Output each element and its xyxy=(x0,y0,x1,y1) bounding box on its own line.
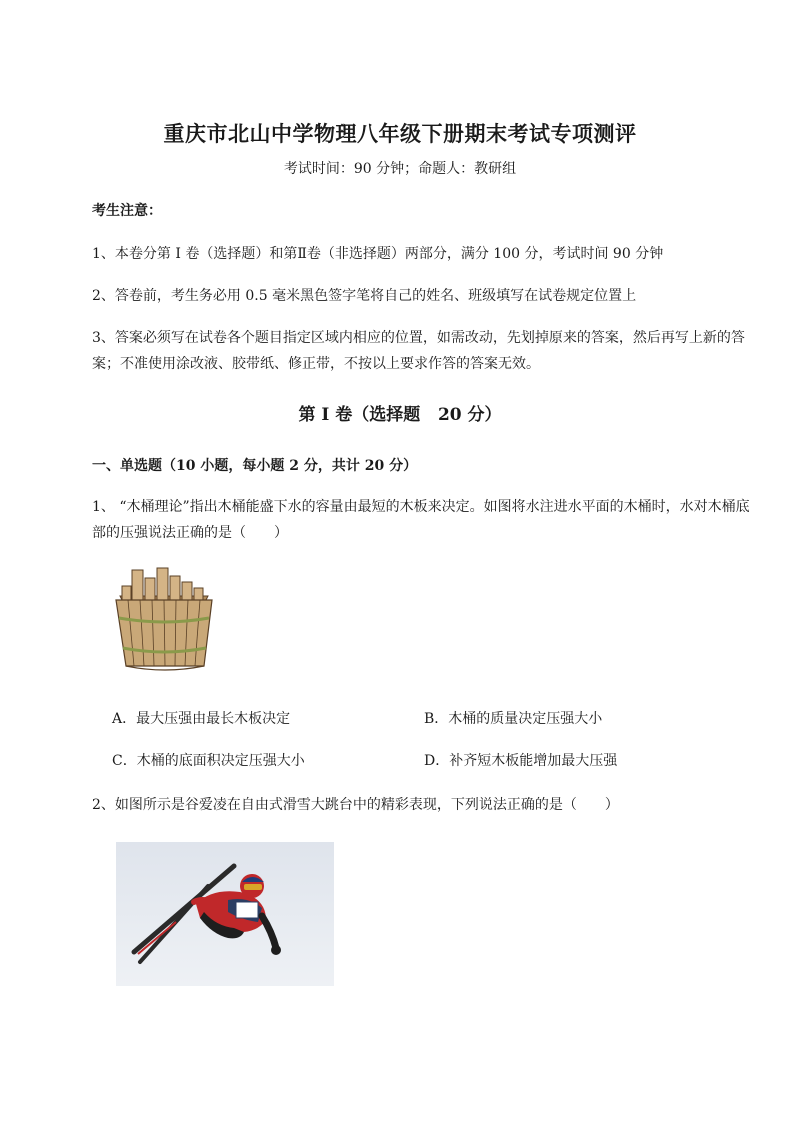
option-c: C．木桶的底面积决定压强大小 xyxy=(112,753,305,769)
question-2-stem: 2、如图所示是谷爱凌在自由式滑雪大跳台中的精彩表现，下列说法正确的是（ ） xyxy=(92,797,619,813)
page-title: 重庆市北山中学物理八年级下册期末考试专项测评 xyxy=(163,121,637,146)
freestyle-skier-figure xyxy=(116,842,334,986)
part-heading: 一、单选题（10 小题，每小题 2 分，共计 20 分） xyxy=(92,458,418,474)
wooden-bucket-figure xyxy=(112,566,216,674)
notice-heading: 考生注意： xyxy=(92,203,162,219)
notice-item-3: 3、答案必须写在试卷各个题目指定区域内相应的位置，如需改动，先划掉原来的答案，然后再写上新的答案；不准使用涂改液、胶带纸、修正带，不按以上要求作答的答案无效。 xyxy=(92,330,745,372)
question-1-stem: 1、 “木桶理论”指出木桶能盛下水的容量由最短的木板来决定。如图将水注进水平面的木桶时，水对木桶底部的压强说法正确的是（ ） xyxy=(92,499,750,541)
notice-item-1: 1、本卷分第 I 卷（选择题）和第Ⅱ卷（非选择题）两部分，满分 100 分，考试时间 90 分钟 xyxy=(92,246,664,262)
section-title: 第 I 卷（选择题 20 分） xyxy=(298,405,502,425)
option-a: A．最大压强由最长木板决定 xyxy=(112,711,291,727)
exam-info: 考试时间：90 分钟；命题人：教研组 xyxy=(283,161,517,177)
notice-item-2: 2、答卷前，考生务必用 0.5 毫米黑色签字笔将自己的姓名、班级填写在试卷规定位置上 xyxy=(92,288,637,304)
wooden-bucket-image xyxy=(112,566,216,674)
option-d: D．补齐短木板能增加最大压强 xyxy=(424,753,618,769)
freestyle-skier-image xyxy=(116,842,334,986)
option-b: B．木桶的质量决定压强大小 xyxy=(424,711,603,727)
